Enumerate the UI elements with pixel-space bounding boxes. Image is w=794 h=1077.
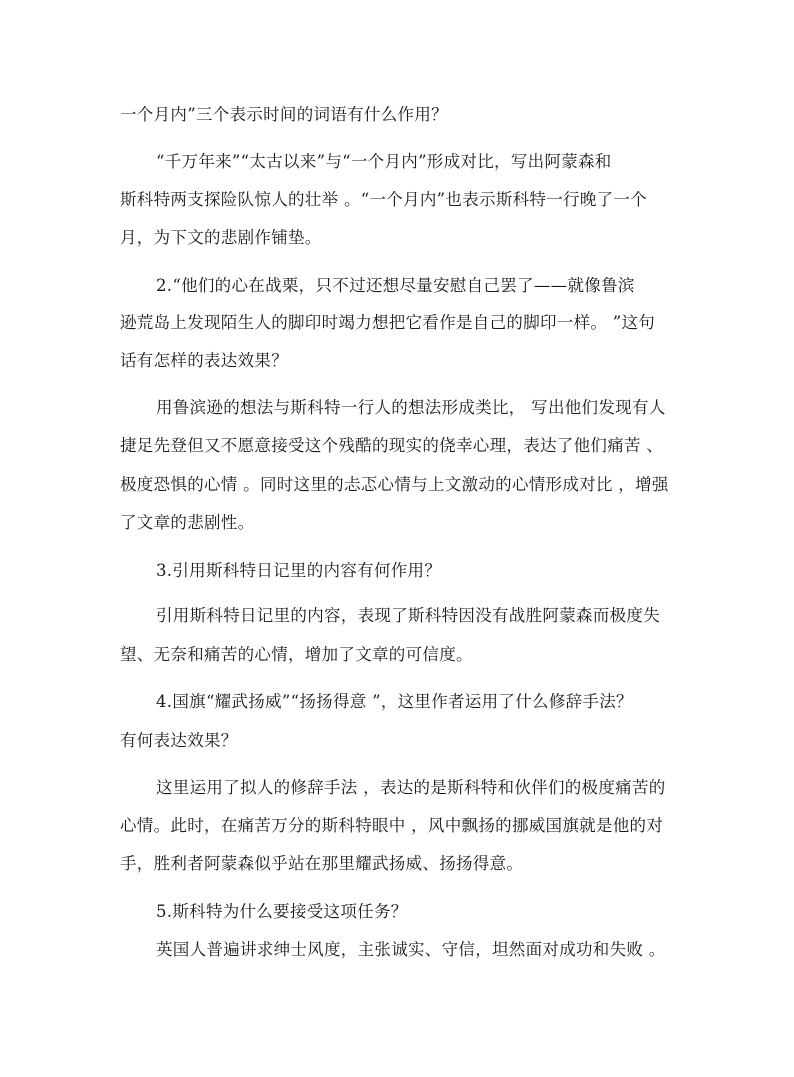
- text-line: 一个月内”三个表示时间的词语有什么作用？: [120, 105, 448, 124]
- answer-line: 极度恐惧的心情 。同时这里的忐忑心情与上文激动的心情形成对比 ，增强: [120, 475, 669, 494]
- answer-line: 了文章的悲剧性。: [120, 513, 255, 532]
- answer-line: 这里运用了拟人的修辞手法 ，表达的是斯科特和伙伴们的极度痛苦的: [156, 778, 666, 797]
- answer-line: 心情。此时，在痛苦万分的斯科特眼中 ，风中飘扬的挪威国旗就是他的对: [120, 816, 664, 835]
- text-line: 斯科特两支探险队惊人的壮举 。“一个月内”也表示斯科特一行晚了一个: [120, 190, 648, 209]
- answer-line: 手，胜利者阿蒙森似乎站在那里耀武扬威、扬扬得意。: [120, 854, 524, 873]
- question-line: 逊荒岛上发现陌生人的脚印时竭力想把它看作是自己的脚印一样。 ”这句: [120, 313, 656, 332]
- text-line: 月，为下文的悲剧作铺垫。: [120, 228, 322, 247]
- text-line: “千万年来”“太古以来”与“一个月内”形成对比，写出阿蒙森和: [156, 152, 612, 171]
- question-line: 5.斯科特为什么要接受这项任务？: [156, 902, 408, 921]
- question-line: 4.国旗“耀武扬威”“扬扬得意 ”，这里作者运用了什么修辞手法？: [156, 692, 633, 711]
- question-line: 2.“他们的心在战栗，只不过还想尽量安慰自己罢了——就像鲁滨: [156, 276, 635, 295]
- question-line: 有何表达效果？: [120, 731, 238, 750]
- answer-line: 捷足先登但又不愿意接受这个残酷的现实的侥幸心理，表达了他们痛苦 、: [120, 436, 664, 455]
- answer-line: 用鲁滨逊的想法与斯科特一行人的想法形成类比， 写出他们发现有人: [156, 398, 666, 417]
- answer-line: 望、无奈和痛苦的心情，增加了文章的可信度。: [120, 645, 473, 664]
- answer-line: 英国人普遍讲求绅士风度，主张诚实、守信，坦然面对成功和失败 。: [156, 940, 666, 959]
- answer-line: 引用斯科特日记里的内容，表现了斯科特因没有战胜阿蒙森而极度失: [156, 606, 660, 625]
- question-line: 3.引用斯科特日记里的内容有何作用？: [156, 561, 442, 580]
- question-line: 话有怎样的表达效果？: [120, 351, 288, 370]
